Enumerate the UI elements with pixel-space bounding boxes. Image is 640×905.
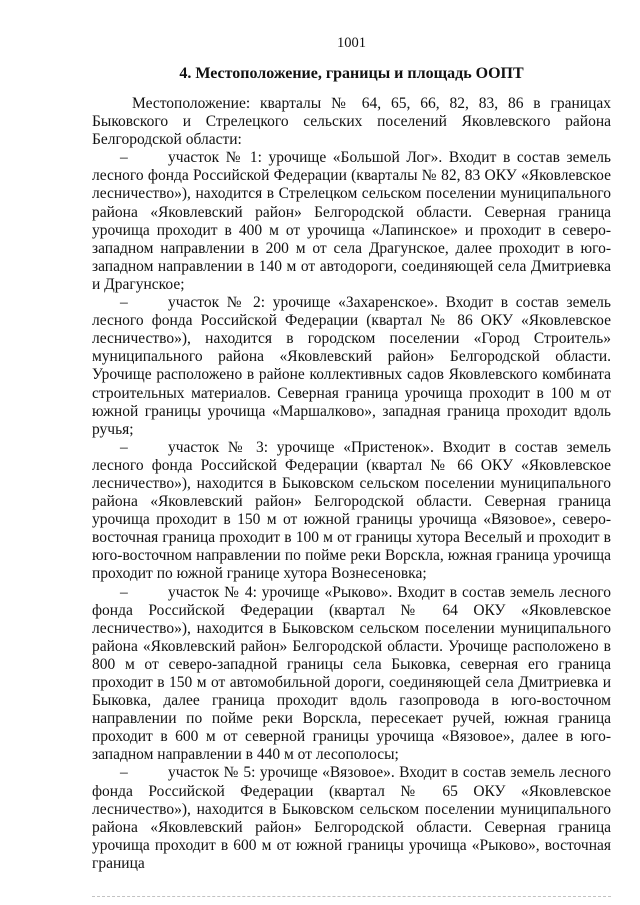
- list-item-plot-5: [92, 764, 611, 873]
- list-item-plot-2: [92, 294, 611, 439]
- page-bottom-edge: [92, 896, 611, 897]
- list-dash: –: [120, 438, 128, 456]
- intro-paragraph: Местоположение: кварталы № 64, 65, 66, 82, 83, 86 в границах Быковского и Стрелецкого сельских поселений Яковлевского района Белгородской области:: [92, 95, 611, 149]
- list-item-text: участок № 1: урочище «Большой Лог». Входит в состав земель лесного фонда Российской Федерации (кварталы № 82, 83 ОКУ «Яковлевское лесничество»), находится в Стрелецком сельском поселении муниципального района «Яковлевский район» Белгородской области. Северная граница урочища проходит в 400 м от урочища «Лапинское» и проходит в северо-западном направлении в 200 м от села Драгунское, далее проходит в юго-западном направлении в 140 м от автодороги, соединяющей села Дмитриевка и Драгунское;: [92, 149, 611, 293]
- list-dash: –: [120, 764, 128, 782]
- list-item-plot-4: [92, 584, 611, 765]
- list-item-plot-3: [92, 439, 611, 584]
- list-dash: –: [120, 149, 128, 167]
- list-item-text: участок № 5: урочище «Вязовое». Входит в состав земель лесного фонда Российской Федерации (квартал № 65 ОКУ «Яковлевское лесничество»), находится в Быковском сельском поселении муниципального района «Яковлевский район» Белгородской области. Северная граница урочища проходит в 600 м от южной границы урочища «Рыково», восточная граница: [92, 764, 611, 872]
- list-item-text: участок № 3: урочище «Пристенок». Входит в состав земель лесного фонда Российской Федерации (квартал № 66 ОКУ «Яковлевское лесничество»), находится в Быковском сельском поселении муниципального района «Яковлевский район» Белгородской области. Северная граница урочища проходит в 150 м от южной границы урочища «Вязовое», северо-восточная граница проходит в 100 м от границы хутора Веселый и проходит в юго-восточном направлении по пойме реки Ворскла, южная граница урочища проходит по южной границе хутора Вознесеновка;: [92, 438, 611, 583]
- list-item-text: участок № 2: урочище «Захаренское». Входит в состав земель лесного фонда Российской Федерации (квартал № 86 ОКУ «Яковлевское лесничество»), находится в городском поселении «Город Строитель» муниципального района «Яковлевский район» Белгородской области. Урочище расположено в районе коллективных садов Яковлевского комбината строительных материалов. Северная граница урочища проходит в 100 м от южной границы урочища «Маршалково», западная граница проходит вдоль ручья;: [92, 294, 611, 438]
- page-number: 1001: [337, 35, 366, 51]
- list-item-text: участок № 4: урочище «Рыково». Входит в состав земель лесного фонда Российской Федерации (квартал № 64 ОКУ «Яковлевское лесничество»), находится в Быковском сельском поселении муниципального района «Яковлевский район» Белгородской области. Урочище расположено в 800 м от северо-западной границы села Быковка, северная его граница проходит в 150 м от автомобильной дороги, соединяющей села Дмитриевка и Быковка, далее граница проходит вдоль газопровода в юго-восточном направлении по пойме реки Ворскла, пересекает ручей, южная граница проходит в 600 м от северной границы урочища «Вязовое», далее в юго-западном направлении в 440 м от лесополосы;: [92, 583, 611, 764]
- section-title: 4. Местоположение, границы и площадь ООПТ: [179, 65, 524, 82]
- document-page: [92, 34, 611, 873]
- list-dash: –: [120, 294, 128, 312]
- list-item-plot-1: [92, 149, 611, 294]
- list-dash: –: [120, 583, 128, 601]
